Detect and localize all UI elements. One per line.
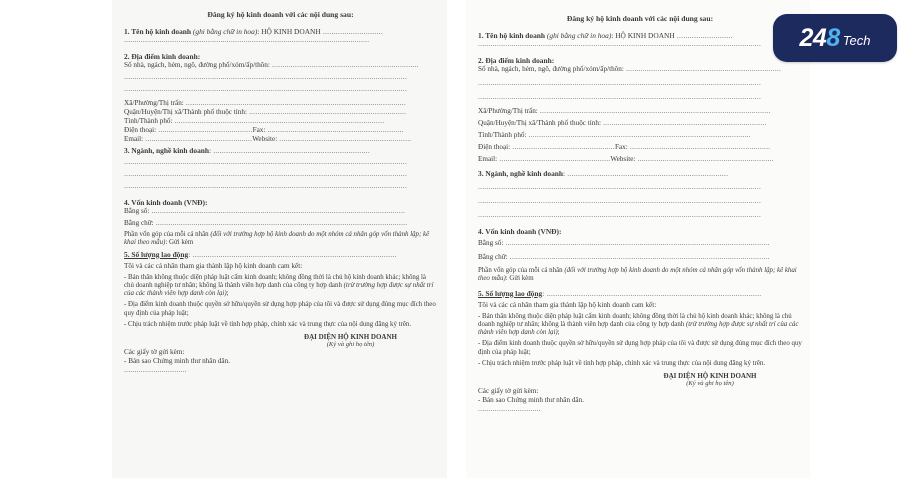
field-capital-words: Bằng chữ: ............................................................................................................................ — [478, 253, 770, 261]
field-email-website: Email: ...................................................Website: ............................................................... — [124, 135, 412, 143]
form-heading: Đăng ký hộ kinh doanh với các nội dung sau: — [207, 10, 354, 19]
attachments-label: Các giấy tờ gửi kèm: — [124, 348, 185, 357]
field-district: Quận/Huyện/Thị xã/Thành phố thuộc tỉnh: ........................................................................... — [124, 108, 407, 116]
field-province: Tỉnh/Thành phố: .......................................................................................................... — [478, 131, 751, 139]
field-capital-share: Phần vốn góp của mỗi cá nhân (đối với trường hợp hộ kinh doanh do một nhóm cá nhân góp vốn thành lập; kê khai theo mẫu): Gửi kèm — [124, 231, 430, 247]
brand-logo-text: Tech — [842, 33, 871, 48]
section-location: 2. Địa điểm kinh doanh: — [124, 52, 201, 61]
field-district: Quận/Huyện/Thị xã/Thành phố thuộc tỉnh: .............................................................................. — [478, 119, 767, 127]
brand-logo — [773, 14, 897, 62]
field-phone-fax: Điện thoại: .............................................Fax: ................................................................. — [124, 126, 404, 134]
attachment-item: - Bản sao Chứng minh thư nhân dân. — [124, 357, 231, 366]
commit-intro: Tôi và các cá nhân tham gia thành lập hộ kinh doanh cam kết: — [478, 300, 657, 309]
commit-item-1: - Bản thân không thuộc diện pháp luật cấm kinh doanh; không đồng thời là chủ hộ kinh doanh khác; không là chủ doanh nghiệp tư nhân; không là thành viên hợp danh của công ty hợp danh (trừ trường hợp được sự nhất trí của các thành viên hợp danh còn lại); — [478, 312, 799, 337]
form-page-right: Đăng ký hộ kinh doanh với các nội dung sau: 1. Tên hộ kinh doanh (ghi bằng chữ in hoa): HỘ KINH DOANH .......................... ....................................................................................................................................... 2. Địa điểm kinh doanh: Số nhà, ngách, hẻm, ngõ, đường phố/xóm/ấp/thôn: .......................................................................... ....................................................................................................................................... ....................................................................................................................................... Xã/Phường/Thị trấn: .............................................................................................................. Quận/Huyện/Thị xã/Thành phố thuộc tỉnh: .............................................................................. Tỉnh/Thành phố: .......................................................................................................... Điện thoại: .................................................Fax: ................................................................... Email: .....................................................Website: ................................................................. 3. Ngành, nghề kinh doanh: ........................................................................... ....................................................................................................................................... ....................................................................................................................................... ....................................................................................................................................... 4. Vốn kinh doanh (VNĐ): Bằng số: .............................................................................................................................. Bằng chữ: ............................................................................................................................ Phần vốn góp của mỗi cá nhân (đối với trường hợp hộ kinh doanh do một nhóm cá nhân góp vốn thành lập; kê khai theo mẫu): Gửi kèm 5. Số lượng lao động: .................................................................................................... Tôi và các cá nhân tham gia thành lập hộ kinh doanh cam kết: - Bản thân không thuộc diện pháp luật cấm kinh doanh; không đồng thời là chủ hộ kinh doanh khác; không là chủ doanh nghiệp tư nhân; không là thành viên hợp danh của công ty hợp danh (trừ trường hợp được sự nhất trí của các thành viên hợp danh còn lại); - Địa điểm kinh doanh thuộc quyền sở hữu/quyền sử dụng hợp pháp của tôi và được sử dụng đúng mục đích theo quy định của pháp luật; - Chịu trách nhiệm trước pháp luật về tính hợp pháp, chính xác và trung thực của nội dung đăng ký trên. ĐẠI DIỆN HỘ KINH DOANH (Ký và ghi họ tên) Các giấy tờ gửi kèm: - Bản sao Chứng minh thư nhân dân. .............................. — [466, 0, 810, 478]
section-location: 2. Địa điểm kinh doanh: — [478, 56, 555, 65]
section-business-name: 1. Tên hộ kinh doanh (ghi bằng chữ in hoa): HỘ KINH DOANH .......................... — [478, 31, 733, 40]
form-heading: Đăng ký hộ kinh doanh với các nội dung sau: — [566, 14, 714, 23]
field-province: Tỉnh/Thành phố: .................................................................................................... — [124, 117, 385, 125]
field-ward: Xã/Phường/Thị trấn: ......................................................................................................... — [124, 99, 407, 107]
commit-item-3: - Chịu trách nhiệm trước pháp luật về tính hợp pháp, chính xác và trung thực của nội dung đăng ký trên. — [478, 360, 766, 368]
commit-intro: Tôi và các cá nhân tham gia thành lập hộ kinh doanh cam kết: — [124, 261, 303, 270]
field-address: Số nhà, ngách, hẻm, ngõ, đường phố/xóm/ấp/thôn: .......................................................................... — [478, 65, 782, 73]
signature-hint: (Ký và ghi họ tên) — [686, 380, 734, 388]
brand-logo-number: 248 — [799, 23, 840, 52]
field-address: Số nhà, ngách, hẻm, ngõ, đường phố/xóm/ấp/thôn: ...................................................................... — [124, 61, 419, 69]
section-industry: 3. Ngành, nghề kinh doanh: ........................................................................... — [478, 169, 729, 178]
section-industry: 3. Ngành, nghề kinh doanh: ......................................................................... — [124, 146, 371, 155]
commit-item-2: - Địa điểm kinh doanh thuộc quyền sở hữu/quyền sử dụng hợp pháp của tôi và được sử dụng đúng mục đích theo quy định của pháp luật; — [124, 301, 436, 317]
field-capital-number: Bằng số: .............................................................................................................................. — [478, 239, 770, 247]
field-capital-number: Bằng số: ......................................................................................................................... — [124, 207, 406, 215]
field-capital-share: Phần vốn góp của mỗi cá nhân (đối với trường hợp hộ kinh doanh do một nhóm cá nhân góp vốn thành lập; kê khai theo mẫu): Gửi kèm — [478, 267, 797, 283]
attachment-item: - Bản sao Chứng minh thư nhân dân. — [478, 396, 585, 405]
field-email-website: Email: .....................................................Website: ................................................................. — [478, 155, 774, 163]
section-capital: 4. Vốn kinh doanh (VNĐ): — [124, 198, 208, 207]
attachments-label: Các giấy tờ gửi kèm: — [478, 387, 539, 396]
signature-hint: (Ký và ghi họ tên) — [326, 341, 375, 349]
form-page-left: Đăng ký hộ kinh doanh với các nội dung sau: 1. Tên hộ kinh doanh (ghi bằng chữ in hoa): HỘ KINH DOANH ............................ ..................................................................................................................... 2. Địa điểm kinh doanh: Số nhà, ngách, hẻm, ngõ, đường phố/xóm/ấp/thôn: ...................................................................... ....................................................................................................................................... ....................................................................................................................................... Xã/Phường/Thị trấn: ......................................................................................................... Quận/Huyện/Thị xã/Thành phố thuộc tỉnh: ........................................................................... Tỉnh/Thành phố: .................................................................................................... Điện thoại: .............................................Fax: ................................................................. Email: ...................................................Website: ............................................................... 3. Ngành, nghề kinh doanh: ......................................................................... ....................................................................................................................................... ....................................................................................................................................... ....................................................................................................................................... 4. Vốn kinh doanh (VNĐ): Bằng số: ......................................................................................................................... Bằng chữ: ........................................................................................................................ Phần vốn góp của mỗi cá nhân (đối với trường hợp hộ kinh doanh do một nhóm cá nhân góp vốn thành lập; kê khai theo mẫu): Gửi kèm 5. Số lượng lao động: ............................................................................................... Tôi và các cá nhân tham gia thành lập hộ kinh doanh cam kết: - Bản thân không thuộc diện pháp luật cấm kinh doanh; không đồng thời là chủ hộ kinh doanh khác; không là chủ doanh nghiệp tư nhân; không là thành viên hợp danh của công ty hợp danh (trừ trường hợp được sự nhất trí của các thành viên hợp danh còn lại); - Địa điểm kinh doanh thuộc quyền sở hữu/quyền sử dụng hợp pháp của tôi và được sử dụng đúng mục đích theo quy định của pháp luật; - Chịu trách nhiệm trước pháp luật về tính hợp pháp, chính xác và trung thực của nội dung đăng ký trên. ĐẠI DIỆN HỘ KINH DOANH (Ký và ghi họ tên) Các giấy tờ gửi kèm: - Bản sao Chứng minh thư nhân dân. .............................. — [112, 0, 447, 478]
section-capital: 4. Vốn kinh doanh (VNĐ): — [478, 227, 562, 236]
signature-title: ĐẠI DIỆN HỘ KINH DOANH — [663, 372, 757, 381]
commit-item-1: - Bản thân không thuộc diện pháp luật cấm kinh doanh; không đồng thời là chủ hộ kinh doanh khác; không là chủ doanh nghiệp tư nhân; không là thành viên hợp danh của công ty hợp danh (trừ trường hợp được sự nhất trí của các thành viên hợp danh còn lại); — [124, 273, 434, 298]
signature-title: ĐẠI DIỆN HỘ KINH DOANH — [304, 333, 397, 342]
field-ward: Xã/Phường/Thị trấn: .............................................................................................................. — [478, 107, 771, 115]
section-labor: 5. Số lượng lao động: ............................................................................................... — [124, 249, 397, 259]
section-business-name: 1. Tên hộ kinh doanh (ghi bằng chữ in hoa): HỘ KINH DOANH ............................ — [124, 27, 384, 36]
field-phone-fax: Điện thoại: .................................................Fax: ................................................................... — [478, 143, 771, 151]
commit-item-2: - Địa điểm kinh doanh thuộc quyền sở hữu/quyền sử dụng hợp pháp của tôi và được sử dụng đúng mục đích theo quy định của pháp luật; — [478, 340, 802, 356]
commit-item-3: - Chịu trách nhiệm trước pháp luật về tính hợp pháp, chính xác và trung thực của nội dung đăng ký trên. — [124, 321, 412, 329]
field-capital-words: Bằng chữ: ........................................................................................................................ — [124, 219, 408, 227]
section-labor: 5. Số lượng lao động: .................................................................................................... — [478, 288, 762, 298]
